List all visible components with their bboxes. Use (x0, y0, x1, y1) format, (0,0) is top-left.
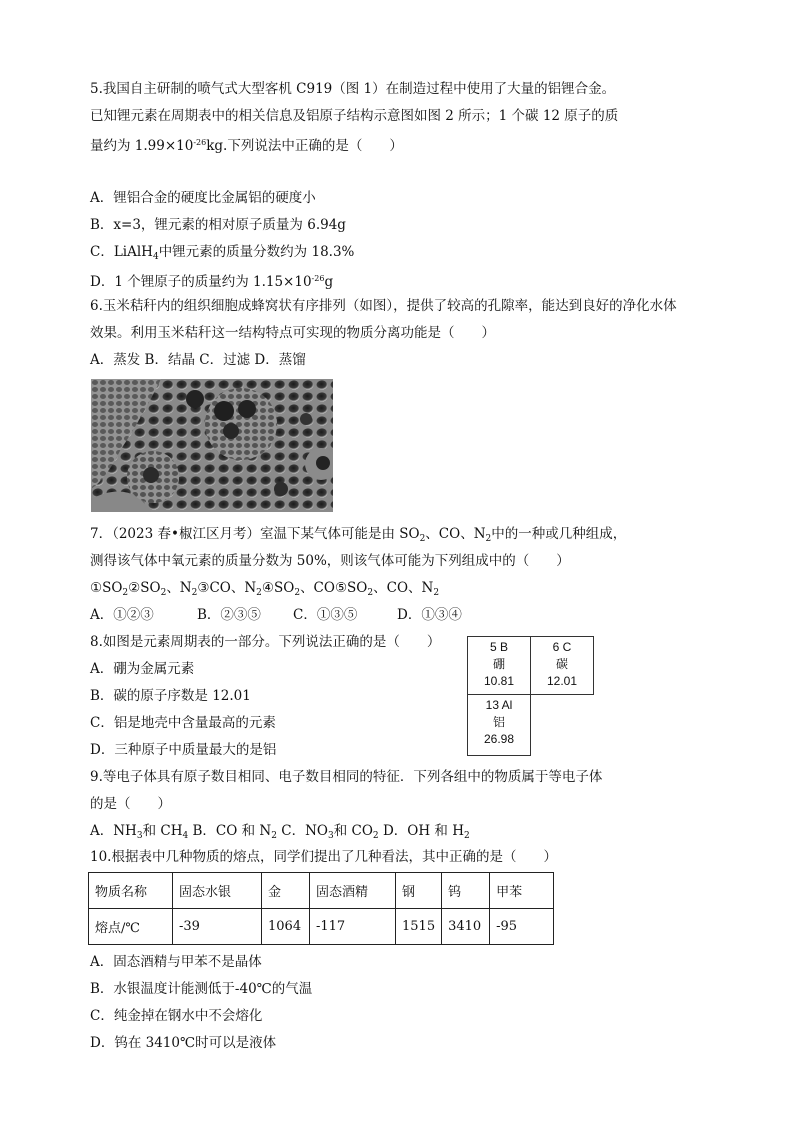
q8-option-d: D．三种原子中质量最大的是铝 (90, 742, 277, 758)
table-cell: 金 (262, 873, 310, 909)
table-cell: 固态酒精 (310, 873, 396, 909)
table-cell: -117 (310, 909, 396, 945)
table-cell: 熔点/℃ (89, 909, 173, 945)
q7-option-c: C．①③⑤ (293, 607, 358, 623)
table-cell: 3410 (442, 909, 490, 945)
q9-stem-line-1: 9.等电子体具有原子数目相同、电子数目相同的特征．下列各组中的物质属于等电子体 (90, 769, 603, 785)
q9-stem-line-2: 的是（ ） (90, 796, 171, 812)
element-cell-aluminum (467, 694, 531, 756)
element-mass: 12.01 (546, 674, 578, 688)
q10-option-b: B．水银温度计能测低于-40℃的气温 (90, 981, 313, 997)
element-number-symbol: 13 Al (485, 698, 513, 712)
q5-stem-line-1: 5.我国自主研制的喷气式大型客机 C919（图 1）在制造过程中使用了大量的铝锂合金。 (90, 81, 616, 97)
q8-option-b: B．碳的原子序数是 12.01 (90, 688, 251, 704)
q7-option-a: A．①②③ (90, 607, 154, 623)
table-cell: -95 (490, 909, 554, 945)
table-row (89, 909, 554, 945)
element-number-symbol: 5 B (489, 640, 508, 654)
table-header-row (89, 873, 554, 909)
q7-combinations: $①SO_2②SO_2$、$N_2③CO$、$N_2④SO_2$、$CO⑤SO_2$、CO、$N_2$ (90, 580, 440, 598)
q6-stem-line-2: 效果。利用玉米秸秆这一结构特点可实现的物质分离功能是（ ） (90, 325, 495, 341)
q5-option-c: C．LiAlH$_4$中锂元素的质量分数约为 18.3% (90, 244, 355, 262)
table-cell: 1515 (396, 909, 442, 945)
q6-options: A．蒸发 B．结晶 C．过滤 D．蒸馏 (90, 352, 306, 368)
table-cell: 甲苯 (490, 873, 554, 909)
q5-option-d: D．1 个锂原子的质量约为 $1.15\times 10^{-26}g$ (90, 274, 334, 290)
q6-stem-line-1: 6.玉米秸秆内的组织细胞成蜂窝状有序排列（如图），提供了较高的孔隙率，能达到良好的净化水体 (90, 298, 677, 314)
q7-stem-line-1: 7．（2023 春•椒江区月考）室温下某气体可能是由 $SO_2$、CO、$N_2$中的一种或几种组成， (90, 526, 627, 544)
element-number-symbol: 6 C (552, 640, 572, 654)
element-mass: 26.98 (483, 732, 515, 746)
q8-option-a: A．硼为金属元素 (90, 661, 195, 677)
q8-option-c: C．铝是地壳中含量最高的元素 (90, 715, 276, 731)
q10-option-a: A．固态酒精与甲苯不是晶体 (90, 954, 262, 970)
table-cell: 1064 (262, 909, 310, 945)
q8-stem: 8.如图是元素周期表的一部分。下列说法正确的是（ ） (90, 634, 441, 650)
q5-option-a: A．锂铝合金的硬度比金属铝的硬度小 (90, 190, 316, 206)
melting-point-table (88, 872, 554, 945)
element-name: 铝 (492, 715, 505, 729)
table-cell: 钨 (442, 873, 490, 909)
q10-option-d: D．钨在 3410℃时可以是液体 (90, 1035, 277, 1051)
table-cell: 物质名称 (89, 873, 173, 909)
q10-option-c: C．纯金掉在钢水中不会熔化 (90, 1008, 263, 1024)
element-name: 硼 (492, 657, 505, 671)
periodic-table-fragment (467, 636, 595, 756)
element-cell-carbon (530, 636, 594, 695)
table-cell: -39 (173, 909, 262, 945)
element-mass: 10.81 (483, 674, 515, 688)
q5-stem-line-2: 已知锂元素在周期表中的相关信息及铝原子结构示意图如图 2 所示；1 个碳 12 原子的质 (90, 108, 619, 124)
micrograph-image (91, 379, 333, 512)
table-cell: 钢 (396, 873, 442, 909)
q9-options: A．$NH_3$和 $CH_4$ B．CO 和 $N_2$ C．$NO_3$和 $CO_2$ D．OH 和 $H_2$ (90, 823, 470, 841)
q10-stem: 10.根据表中几种物质的熔点，同学们提出了几种看法，其中正确的是（ ） (90, 849, 557, 865)
element-cell-boron (467, 636, 531, 695)
q5-option-b: B．x=3，锂元素的相对原子质量为 6.94g (90, 217, 346, 233)
corn-stalk-micrograph (91, 379, 333, 512)
q7-stem-line-2: 测得该气体中氧元素的质量分数为 50%，则该气体可能为下列组成中的（ ） (90, 553, 570, 569)
q7-option-d: D．①③④ (397, 607, 462, 623)
element-name: 碳 (555, 657, 568, 671)
q7-option-b: B．②③⑤ (197, 607, 261, 623)
q5-stem-line-3: 量约为 $1.99\times 10^{-26}kg$.下列说法中正确的是（ ） (90, 138, 403, 154)
table-cell: 固态水银 (173, 873, 262, 909)
